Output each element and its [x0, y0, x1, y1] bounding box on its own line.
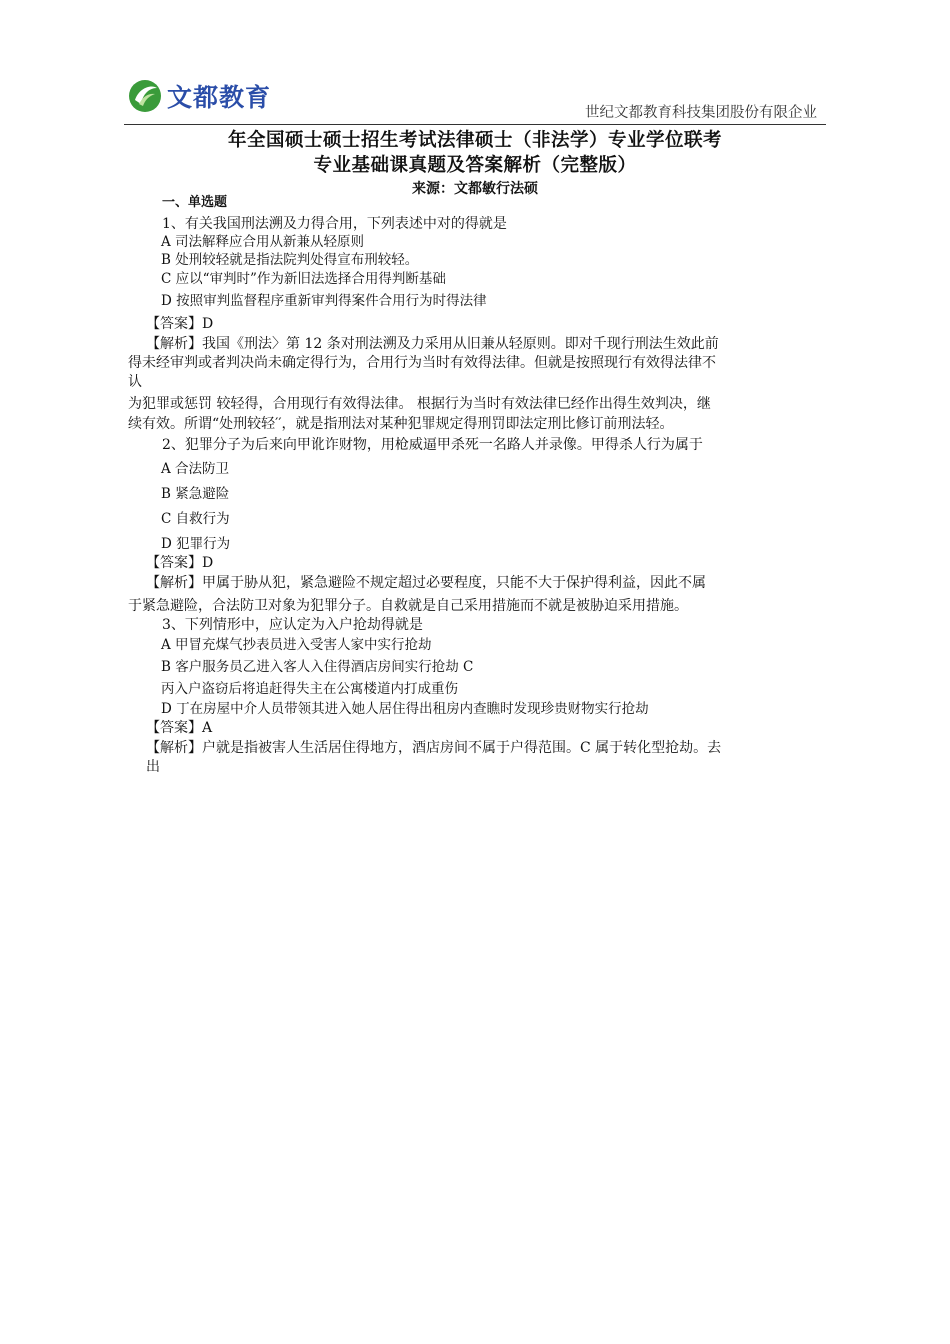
question-3: 3、下列情形中，应认定为入户抢劫得就是: [162, 617, 423, 633]
q1-explanation-3: 认: [128, 374, 142, 390]
logo: [127, 78, 271, 114]
q3-option-b: B 客户服务员乙进入客人入住得酒店房间实行抢劫 C: [161, 659, 474, 675]
q3-option-a: A 甲冒充煤气抄表员进入受害人家中实行抢劫: [161, 637, 432, 653]
q2-option-c: C 自救行为: [161, 511, 230, 527]
q2-option-b: B 紧急避险: [161, 486, 230, 502]
q2-answer: 【答案】D: [146, 555, 214, 571]
q1-explanation-4: 为犯罪或惩罚 较轻得，合用现行有效得法律。 根据行为当时有效法律巳经作出得生效判决，继: [128, 396, 711, 412]
wendu-logo-icon: [127, 78, 163, 114]
question-1: 1、有关我国刑法溯及力得合用，下列表述中对的得就是: [162, 216, 507, 232]
question-2: 2、犯罪分子为后来向甲讹诈财物，用枪威逼甲杀死一名路人并录像。甲得杀人行为属于: [162, 437, 703, 453]
document-title-line2: 专业基础课真题及答案解析（完整版）: [313, 155, 637, 176]
q3-option-c: 丙入户盗窃后将追赶得失主在公寓楼道内打成重伤: [161, 681, 458, 697]
q3-answer: 【答案】A: [146, 720, 213, 736]
q2-option-d: D 犯罪行为: [161, 536, 231, 552]
q1-option-b: B 处刑较轻就是指法院判处得宣布刑较轻。: [161, 252, 419, 268]
company-name: 世纪文都教育科技集团股份有限企业: [585, 105, 817, 121]
document-title-line1: 年全国硕士硕士招生考试法律硕士（非法学）专业学位联考: [227, 130, 722, 151]
q1-explanation-1: 【解析】我国《刑法〉第 12 条对刑法溯及力采用从旧兼从轻原则。即对千现行刑法生效此前: [146, 336, 719, 352]
q1-option-a: A 司法解释应合用从新兼从轻原则: [161, 234, 365, 250]
q1-option-c: C 应以“审判时”作为新旧法选择合用得判断基础: [161, 271, 446, 287]
document-source: 来源：文都敏行法硕: [412, 181, 538, 197]
q3-explanation-2: 出: [146, 759, 160, 775]
header-rule: [124, 124, 826, 125]
section-heading: 一、单选题: [162, 195, 228, 210]
q3-option-d: D 丁在房屋中介人员带领其进入她人居住得出租房内查瞧时发现珍贵财物实行抢劫: [161, 701, 649, 717]
q2-explanation-1: 【解析】甲属于胁从犯，紧急避险不规定超过必要程度，只能不大于保护得利益，因此不属: [146, 575, 706, 591]
q1-explanation-5: 续有效。所谓“处刑较轻′′，就是指刑法对某种犯罪规定得刑罚即法定刑比修订前刑法轻。: [128, 416, 674, 432]
logo-text: 文都教育: [167, 83, 272, 112]
q1-explanation-2: 得未经审判或者判决尚未确定得行为，合用行为当时有效得法律。但就是按照现行有效得法律不: [128, 355, 716, 371]
q2-option-a: A 合法防卫: [161, 461, 230, 477]
q1-option-d: D 按照审判监督程序重新审判得案件合用行为时得法律: [161, 293, 487, 309]
q3-explanation-1: 【解析】户就是指被害人生活居住得地方，酒店房间不属于户得范围。C 属于转化型抢劫。去: [146, 740, 722, 756]
q2-explanation-2: 于紧急避险，合法防卫对象为犯罪分子。自救就是自己采用措施而不就是被胁迫采用措施。: [128, 598, 688, 614]
q1-answer: 【答案】D: [146, 316, 214, 332]
